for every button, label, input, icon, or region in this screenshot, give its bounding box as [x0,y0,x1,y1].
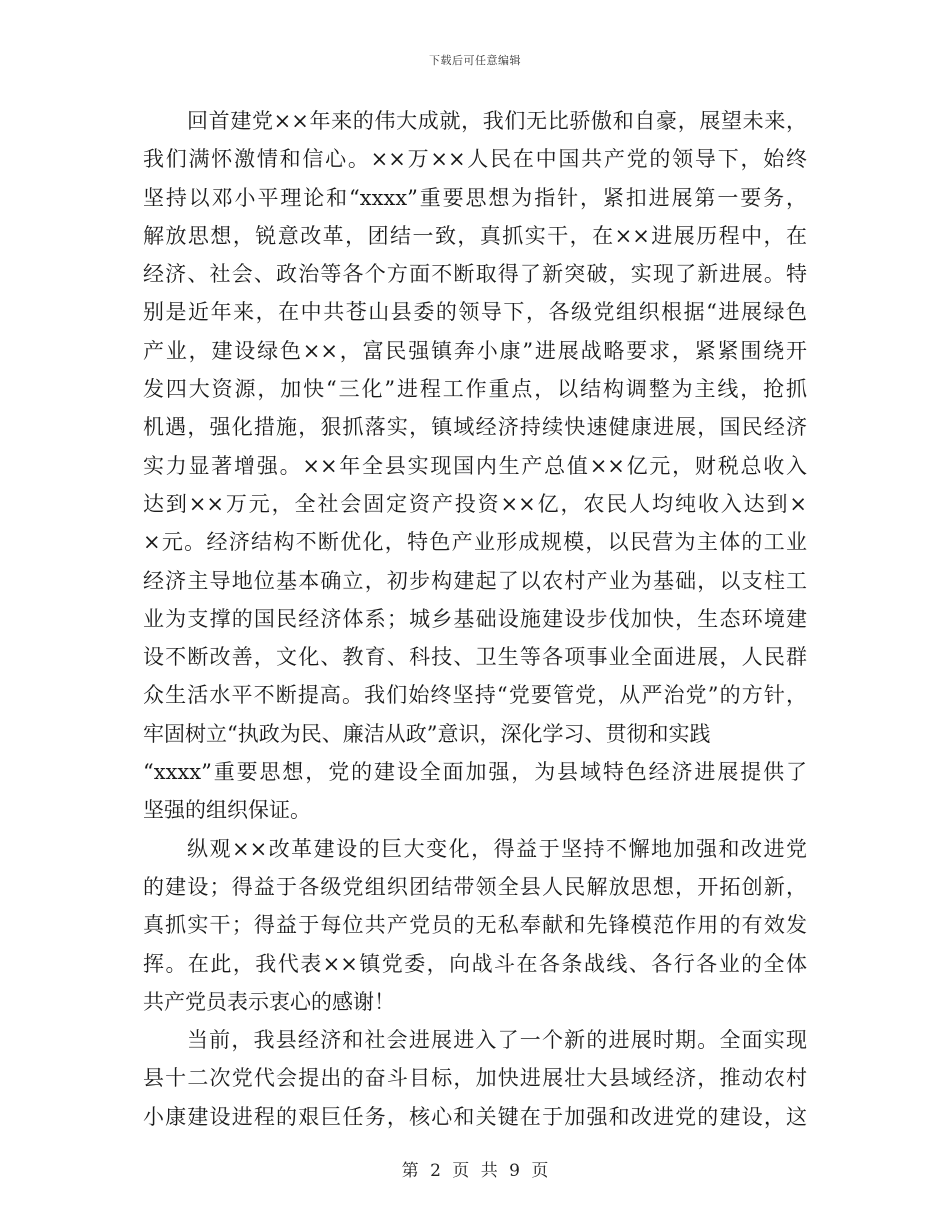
paragraph-line: 经济、社会、政治等各个方面不断取得了新突破，实现了新进展。特 [143,262,807,287]
paragraph-line: 县十二次党代会提出的奋斗目标，加快进展壮大县域经济，推动农村 [143,1066,807,1091]
paragraph-line: 当前，我县经济和社会进展进入了一个新的进展时期。全面实现 [187,1028,807,1053]
paragraph-line: 实力显著增强。××年全县实现国内生产总值××亿元，财税总收入 [143,453,807,478]
paragraph-line: 机遇，强化措施，狠抓落实，镇域经济持续快速健康进展，国民经济 [143,415,807,440]
paragraph-line: 挥。在此，我代表××镇党委，向战斗在各条战线、各行各业的全体 [143,951,807,976]
document-body [143,102,807,1136]
paragraph-line: 回首建党××年来的伟大成就，我们无比骄傲和自豪，展望未来， [187,109,807,133]
paragraph-line: 经济主导地位基本确立，初步构建起了以农村产业为基础，以支柱工 [143,568,807,593]
paragraph-line: 小康建设进程的艰巨任务，核心和关键在于加强和改进党的建设，这 [143,1104,807,1129]
paragraph-line: 真抓实干；得益于每位共产党员的无私奉献和先锋模范作用的有效发 [143,913,807,938]
paragraph-line: 纵观××改革建设的巨大变化，得益于坚持不懈地加强和改进党 [187,836,807,861]
paragraph-line: 发四大资源，加快“三化”进程工作重点，以结构调整为主线，抢抓 [143,377,807,402]
paragraph-line: 坚强的组织保证。 [143,798,311,823]
paragraph-line: 共产党员表示衷心的感谢！ [143,989,395,1014]
page-header: 下载后可任意编辑 [429,54,521,67]
paragraph-2 [143,830,807,1021]
paragraph-1 [143,102,807,830]
paragraph-line: 我们满怀激情和信心。××万××人民在中国共产党的领导下，始终 [143,147,807,172]
paragraph-line: 众生活水平不断提高。我们始终坚持“党要管党，从严治党”的方针， [143,683,807,708]
page-number-footer: 第 2 页 共 9 页 [401,1161,549,1181]
paragraph-line: “xxxx”重要思想，党的建设全面加强，为县域特色经济进展提供了 [143,760,807,785]
paragraph-line: 设不断改善，文化、教育、科技、卫生等各项事业全面进展，人民群 [143,645,807,670]
paragraph-line: 的建设；得益于各级党组织团结带领全县人民解放思想，开拓创新， [143,874,807,899]
paragraph-line: 达到××万元，全社会固定资产投资××亿，农民人均纯收入达到× [143,491,807,516]
paragraph-line: 牢固树立“执政为民、廉洁从政”意识，深化学习、贯彻和实践 [143,721,711,746]
paragraph-line: 解放思想，锐意改革，团结一致，真抓实干，在××进展历程中，在 [143,223,807,248]
paragraph-line: ×元。经济结构不断优化，特色产业形成规模，以民营为主体的工业 [143,530,807,555]
paragraph-line: 业为支撑的国民经济体系；城乡基础设施建设步伐加快，生态环境建 [143,606,807,631]
paragraph-3 [143,1021,807,1136]
paragraph-line: 坚持以邓小平理论和“xxxx”重要思想为指针，紧扣进展第一要务， [143,185,807,210]
paragraph-line: 别是近年来，在中共苍山县委的领导下，各级党组织根据“进展绿色 [143,300,807,325]
paragraph-line: 产业，建设绿色××，富民强镇奔小康”进展战略要求，紧紧围绕开 [143,338,807,363]
